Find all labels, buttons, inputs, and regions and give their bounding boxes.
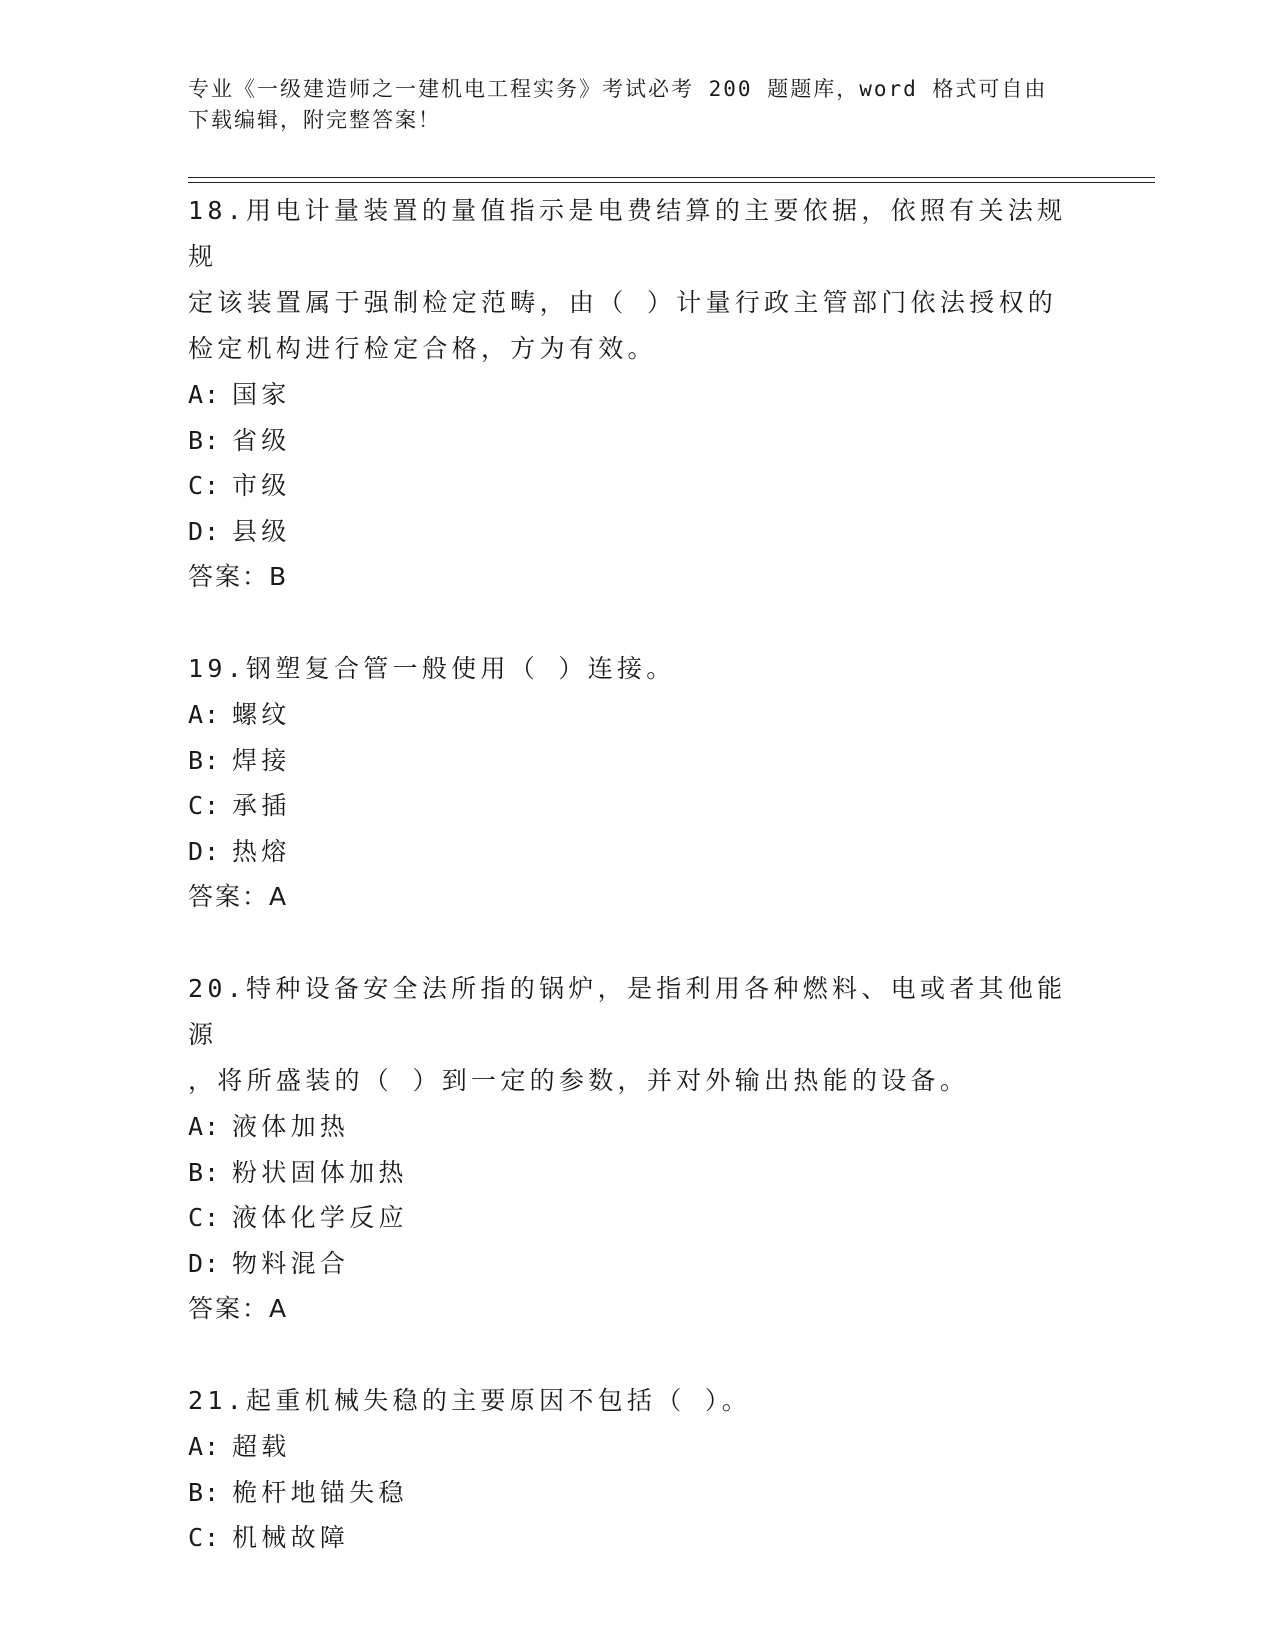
option-key: A:: [188, 1432, 221, 1461]
answer-option: [188, 692, 1088, 738]
answer-option: [188, 1424, 1088, 1470]
answer-option: [188, 783, 1088, 829]
option-key: C:: [188, 1203, 221, 1232]
option-text: 超载: [232, 1432, 291, 1461]
answer-option: [188, 1150, 1088, 1196]
option-text: 热熔: [232, 836, 291, 866]
question-stem-line: ，将所盛装的（ ）到一定的参数，并对外输出热能的设备。: [188, 1066, 970, 1095]
question-list: [188, 188, 1088, 1607]
question-stem-line: 21.起重机械失稳的主要原因不包括（ ）。: [188, 1386, 752, 1415]
option-text: 物料混合: [232, 1248, 350, 1278]
option-text: 机械故障: [232, 1523, 350, 1552]
option-text: 国家: [232, 380, 291, 409]
option-text: 焊接: [232, 745, 291, 775]
question-block: [188, 646, 1088, 920]
option-key: B:: [188, 425, 221, 455]
option-key: A:: [188, 1112, 221, 1141]
question-block: [188, 966, 1088, 1332]
question-stem-line: 19.钢塑复合管一般使用（ ）连接。: [188, 654, 676, 683]
answer-option: [188, 1515, 1088, 1561]
answer-line: 答案：A: [188, 1294, 289, 1323]
option-text: 市级: [232, 471, 291, 500]
answer-option: [188, 1104, 1088, 1150]
question-stem-line: 定该装置属于强制检定范畴，由（ ）计量行政主管部门依法授权的: [188, 288, 1058, 317]
option-text: 省级: [232, 425, 291, 455]
question-block: [188, 188, 1088, 600]
option-key: D:: [188, 836, 221, 866]
header-divider-bottom: [188, 182, 1155, 183]
question-stem-line: 18.用电计量装置的量值指示是电费结算的主要依据，依照有关法规规: [188, 196, 1067, 271]
header-line-1: 专业《一级建造师之一建机电工程实务》考试必考 200 题题库，word 格式可自由: [188, 77, 1048, 101]
answer-option: [188, 829, 1088, 875]
option-key: B:: [188, 1157, 221, 1187]
option-key: A:: [188, 700, 221, 729]
option-key: D:: [188, 1248, 221, 1278]
option-text: 粉状固体加热: [232, 1157, 408, 1187]
option-text: 液体化学反应: [232, 1203, 408, 1232]
question-block: [188, 1378, 1088, 1561]
option-key: C:: [188, 1523, 221, 1552]
answer-option: [188, 1241, 1088, 1287]
option-key: C:: [188, 471, 221, 500]
question-stem-line: 检定机构进行检定合格，方为有效。: [188, 334, 657, 363]
option-text: 螺纹: [232, 700, 291, 729]
answer-option: [188, 372, 1088, 418]
header-divider-top: [188, 177, 1155, 178]
option-text: 县级: [232, 516, 291, 546]
answer-line: 答案：A: [188, 882, 289, 911]
option-key: C:: [188, 791, 221, 820]
option-key: D:: [188, 516, 221, 546]
option-text: 桅杆地锚失稳: [232, 1477, 408, 1507]
document-header: [188, 74, 1088, 136]
option-key: B:: [188, 745, 221, 775]
header-line-2: 下载编辑，附完整答案！: [188, 108, 441, 132]
option-text: 液体加热: [232, 1112, 350, 1141]
answer-line: 答案：B: [188, 562, 289, 591]
option-key: B:: [188, 1477, 221, 1507]
option-text: 承插: [232, 791, 291, 820]
answer-option: [188, 1470, 1088, 1516]
answer-option: [188, 509, 1088, 555]
answer-option: [188, 738, 1088, 784]
question-stem-line: 20.特种设备安全法所指的锅炉，是指利用各种燃料、电或者其他能源: [188, 974, 1067, 1049]
answer-option: [188, 463, 1088, 509]
answer-option: [188, 1195, 1088, 1241]
answer-option: [188, 418, 1088, 464]
option-key: A:: [188, 380, 221, 409]
